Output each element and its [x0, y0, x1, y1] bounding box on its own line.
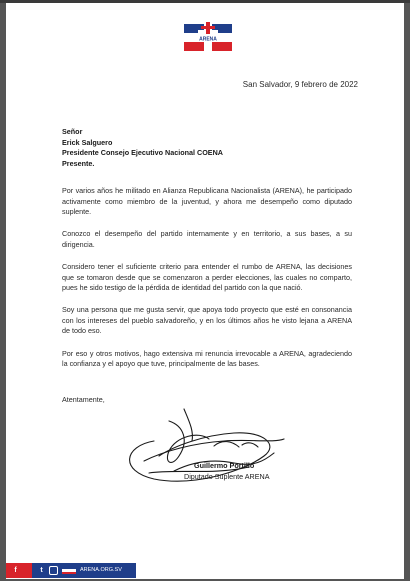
footer-band — [6, 563, 136, 578]
instagram-icon — [49, 566, 58, 575]
paragraph: Conozco el desempeño del partido internamente y en territorio, a sus bases, a su dirigencia. — [62, 229, 352, 249]
addressee-salutation: Señor — [62, 127, 83, 136]
twitter-icon: t — [40, 567, 43, 574]
arena-flag-logo-icon — [184, 21, 232, 53]
logo-text: ARENA — [199, 36, 217, 43]
paragraph: Por eso y otros motivos, hago extensiva mi renuncia irrevocable a ARENA, agradeciendo la confianza y el apoyo que tuve, principalmente de las bases. — [62, 348, 352, 369]
letter-body — [62, 186, 352, 381]
signer-title: Diputado Suplente ARENA — [184, 472, 270, 481]
letter-page — [6, 3, 404, 579]
letter-date: San Salvador, 9 febrero de 2022 — [242, 80, 358, 89]
footer-bar — [6, 559, 136, 578]
footer-url: ARENA.ORG.SV — [80, 567, 122, 573]
paragraph: Soy una persona que me gusta servir, que apoya todo proyecto que esté en consonancia con los intereses del pueblo salvadoreño, y en los últimos años he visto lejana a ARENA de todo eso. — [62, 305, 352, 336]
closing-line: Atentamente, — [62, 395, 105, 404]
facebook-icon: f — [14, 567, 17, 574]
addressee-position: Presidente Consejo Ejecutivo Nacional COENA — [62, 148, 223, 157]
footer-arena-logo-icon — [62, 567, 76, 574]
addressee-presente: Presente. — [62, 158, 95, 168]
paragraph: Considero tener el suficiente criterio para entender el rumbo de ARENA, las decisiones que se tomaron desde que se comenzaron a perder elecciones, las cuales no comparto, pues he sido testigo de la pérdida de identidad del partido con la que nació. — [62, 261, 352, 293]
addressee-block — [62, 127, 223, 169]
addressee-name: Erick Salguero — [62, 137, 113, 147]
paragraph: Por varios años he militado en Alianza Republicana Nacionalista (ARENA), he participado activamente como miembro de la juventud, y ahora me desempeño como diputado suplente. — [62, 186, 352, 217]
signer-name: Guillermo Portillo — [194, 461, 255, 470]
